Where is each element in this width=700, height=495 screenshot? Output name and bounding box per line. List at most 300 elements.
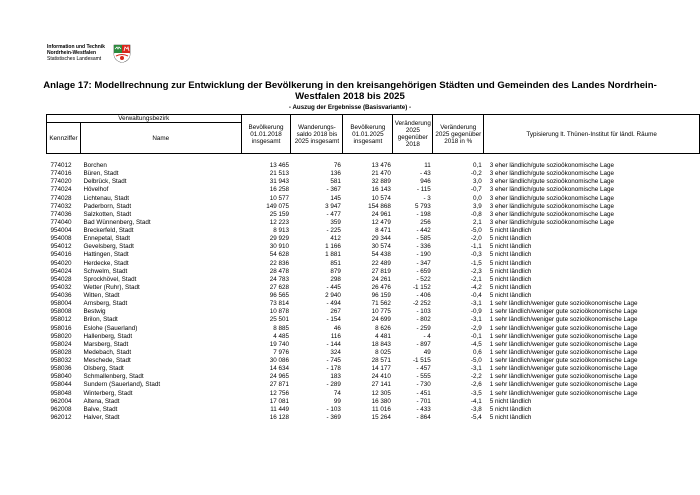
typisierung-cell: 1 sehr ländlich/weniger gute sozioökonomische Lage	[489, 348, 638, 356]
veraenderung-pct-cell: -3,5	[470, 389, 482, 397]
name-cell: Olsberg, Stadt	[83, 365, 124, 373]
header-veraenderung-abs: Veränderung 2025 gegenüber 2018	[393, 115, 433, 154]
bev2018-cell: 28 478	[269, 267, 289, 275]
bev2018-cell: 11 449	[270, 405, 289, 413]
table-row	[47, 170, 700, 178]
name-cell: Büren, Stadt	[83, 170, 119, 178]
veraenderung-abs-cell: - 406	[416, 292, 431, 299]
bev2025-cell: 16 380	[371, 397, 391, 405]
typisierung-cell: 1 sehr ländlich/weniger gute sozioökonomische Lage	[489, 373, 638, 381]
typisierung-cell: 5 nicht ländlich	[489, 413, 532, 421]
page-title: Anlage 17: Modellrechnung zur Entwicklung der Bevölkerung in den kreisangehörigen Städten und Gemeinden des Landes Nordrhein-Westfalen 2018 bis 2025	[43, 80, 657, 102]
table-row	[47, 349, 700, 357]
veraenderung-pct-cell: -5,0	[470, 227, 482, 234]
veraenderung-abs-cell: - 336	[416, 243, 431, 251]
wanderung-cell: 46	[333, 324, 341, 332]
veraenderung-abs-cell: - 442	[416, 227, 431, 234]
veraenderung-pct-cell: -0,1	[470, 332, 482, 340]
table-row	[47, 251, 700, 259]
typisierung-cell: 5 nicht ländlich	[489, 292, 532, 299]
table-row	[47, 284, 700, 292]
table-row	[47, 365, 700, 373]
veraenderung-abs-cell: - 103	[416, 308, 431, 316]
name-cell: Halver, Stadt	[83, 413, 120, 421]
kennziffer-cell: 774012	[50, 162, 72, 169]
bev2018-cell: 24 965	[269, 373, 289, 381]
kennziffer-cell: 958012	[50, 316, 72, 324]
wanderung-cell: 581	[330, 178, 341, 186]
bev2025-cell: 21 470	[371, 170, 391, 178]
bev2025-cell: 29 344	[371, 235, 391, 243]
typisierung-cell: 1 sehr ländlich/weniger gute sozioökonomische Lage	[489, 308, 638, 316]
veraenderung-pct-cell: -3,1	[470, 316, 482, 324]
veraenderung-pct-cell: -0,2	[470, 170, 482, 178]
wanderung-cell: - 369	[326, 413, 341, 421]
table-row	[47, 357, 700, 365]
veraenderung-abs-cell: -1 515	[412, 357, 431, 364]
kennziffer-cell: 958024	[50, 340, 72, 348]
table-row	[47, 390, 700, 398]
veraenderung-abs-cell: -2 252	[412, 300, 431, 308]
wanderung-cell: 74	[333, 389, 341, 397]
wanderung-cell: - 154	[326, 316, 341, 324]
kennziffer-cell: 954024	[50, 267, 72, 275]
table-row	[47, 341, 700, 349]
table-row	[47, 178, 700, 186]
bev2025-cell: 24 261	[371, 275, 391, 283]
kennziffer-cell: 954028	[50, 275, 72, 283]
table-row	[47, 316, 700, 324]
name-cell: Altena, Stadt	[83, 397, 120, 405]
header-name: Name	[80, 123, 241, 154]
kennziffer-cell: 958040	[50, 373, 72, 381]
name-cell: Lichtenau, Stadt	[83, 194, 129, 202]
table-row	[47, 414, 700, 422]
wanderung-cell: - 494	[326, 300, 341, 308]
name-cell: Sprockhövel, Stadt	[83, 275, 137, 283]
veraenderung-pct-cell: -0,8	[470, 210, 482, 218]
bev2018-cell: 8 885	[273, 324, 289, 332]
kennziffer-cell: 954016	[50, 251, 72, 259]
kennziffer-cell: 954032	[50, 283, 72, 291]
bev2018-cell: 25 159	[269, 210, 289, 218]
veraenderung-abs-cell: - 864	[416, 413, 431, 421]
typisierung-cell: 3 eher ländlich/gute sozioökonomische Lage	[489, 170, 615, 178]
wanderung-cell: - 103	[326, 405, 341, 413]
wanderung-cell: - 144	[326, 340, 341, 348]
typisierung-cell: 1 sehr ländlich/weniger gute sozioökonomische Lage	[489, 381, 638, 389]
veraenderung-pct-cell: -1,1	[470, 243, 482, 251]
bev2025-cell: 30 574	[371, 243, 391, 251]
bev2025-cell: 24 699	[371, 316, 391, 324]
kennziffer-cell: 958016	[50, 324, 72, 332]
veraenderung-abs-cell: - 190	[416, 251, 431, 259]
veraenderung-pct-cell: -2,2	[470, 373, 482, 381]
kennziffer-cell: 958004	[50, 300, 72, 308]
veraenderung-pct-cell: -1,5	[470, 259, 482, 267]
wanderung-cell: 412	[330, 235, 341, 243]
name-cell: Herdecke, Stadt	[83, 259, 129, 267]
veraenderung-pct-cell: -0,7	[470, 186, 482, 194]
typisierung-cell: 5 nicht ländlich	[489, 243, 532, 251]
kennziffer-cell: 958032	[50, 357, 72, 364]
typisierung-cell: 1 sehr ländlich/weniger gute sozioökonomische Lage	[489, 340, 638, 348]
header-verwaltungsbezirk: Verwaltungsbezirk	[47, 115, 242, 123]
wanderung-cell: 2 940	[325, 292, 341, 299]
veraenderung-abs-cell: - 457	[416, 365, 431, 373]
veraenderung-abs-cell: - 701	[416, 397, 431, 405]
veraenderung-pct-cell: -2,6	[470, 381, 482, 389]
bev2025-cell: 12 479	[371, 218, 391, 226]
veraenderung-pct-cell: 0,1	[472, 162, 482, 169]
wanderung-cell: - 367	[326, 186, 341, 194]
typisierung-cell: 1 sehr ländlich/weniger gute sozioökonomische Lage	[489, 332, 638, 340]
typisierung-cell: 3 eher ländlich/gute sozioökonomische Lage	[489, 194, 615, 202]
kennziffer-cell: 954020	[50, 259, 72, 267]
bev2018-cell: 13 465	[269, 162, 289, 169]
typisierung-cell: 5 nicht ländlich	[489, 251, 532, 259]
veraenderung-abs-cell: - 3	[423, 194, 431, 202]
name-cell: Hövelhof	[83, 186, 109, 194]
wanderung-cell: - 178	[326, 365, 341, 373]
kennziffer-cell: 962004	[50, 397, 72, 405]
veraenderung-pct-cell: -4,5	[470, 340, 482, 348]
bev2018-cell: 27 871	[269, 381, 289, 389]
bev2025-cell: 15 264	[371, 413, 391, 421]
veraenderung-abs-cell: - 198	[416, 210, 431, 218]
bev2025-cell: 8 471	[375, 227, 391, 234]
veraenderung-pct-cell: -3,1	[470, 300, 482, 308]
bev2018-cell: 149 075	[266, 202, 289, 210]
veraenderung-pct-cell: -2,1	[470, 275, 482, 283]
veraenderung-pct-cell: -2,9	[470, 324, 482, 332]
typisierung-cell: 5 nicht ländlich	[489, 275, 532, 283]
veraenderung-pct-cell: 0,6	[472, 348, 482, 356]
bev2018-cell: 4 485	[273, 332, 289, 340]
table-row	[47, 300, 700, 308]
kennziffer-cell: 954008	[50, 235, 72, 243]
veraenderung-abs-cell: - 115	[416, 186, 431, 194]
bev2018-cell: 27 628	[269, 283, 289, 291]
wanderung-cell: 324	[330, 348, 341, 356]
bev2025-cell: 12 305	[371, 389, 391, 397]
wanderung-cell: 136	[330, 170, 341, 178]
bev2018-cell: 19 740	[269, 340, 289, 348]
kennziffer-cell: 962008	[50, 405, 72, 413]
typisierung-cell: 5 nicht ländlich	[489, 397, 532, 405]
name-cell: Meschede, Stadt	[83, 357, 131, 364]
bev2018-cell: 12 223	[269, 218, 289, 226]
table-row	[47, 292, 700, 300]
table-row	[47, 162, 700, 170]
wanderung-cell: 267	[330, 308, 341, 316]
bev2025-cell: 22 489	[371, 259, 391, 267]
typisierung-cell: 3 eher ländlich/gute sozioökonomische Lage	[489, 218, 615, 226]
wanderung-cell: - 445	[326, 283, 341, 291]
veraenderung-pct-cell: -5,4	[470, 413, 482, 421]
veraenderung-abs-cell: - 585	[416, 235, 431, 243]
bev2025-cell: 71 562	[371, 300, 391, 308]
typisierung-cell: 3 eher ländlich/gute sozioökonomische Lage	[489, 178, 615, 186]
name-cell: Ennepetal, Stadt	[83, 235, 131, 243]
bev2018-cell: 25 501	[269, 316, 289, 324]
kennziffer-cell: 774032	[50, 202, 72, 210]
veraenderung-abs-cell: - 522	[416, 275, 431, 283]
veraenderung-pct-cell: -2,0	[470, 235, 482, 243]
nrw-crest-icon	[113, 44, 131, 63]
bev2018-cell: 54 628	[269, 251, 289, 259]
bev2018-cell: 24 783	[269, 275, 289, 283]
veraenderung-abs-cell: - 259	[416, 324, 431, 332]
itnrw-logo	[47, 44, 131, 63]
kennziffer-cell: 958008	[50, 308, 72, 316]
veraenderung-pct-cell: -4,2	[470, 283, 482, 291]
table-header	[47, 115, 700, 154]
kennziffer-cell: 774036	[50, 210, 72, 218]
name-cell: Sundern (Sauerland), Stadt	[83, 381, 161, 389]
name-cell: Eslohe (Sauerland)	[83, 324, 138, 332]
bev2025-cell: 27 819	[371, 267, 391, 275]
bev2018-cell: 8 913	[273, 227, 289, 234]
name-cell: Marsberg, Stadt	[83, 340, 129, 348]
bev2025-cell: 8 626	[375, 324, 391, 332]
veraenderung-abs-cell: - 433	[416, 405, 431, 413]
veraenderung-abs-cell: - 730	[416, 381, 431, 389]
header-bev2025: Bevölkerung 01.01.2025 insgesamt	[343, 115, 393, 154]
veraenderung-abs-cell: - 897	[416, 340, 431, 348]
typisierung-cell: 3 eher ländlich/gute sozioökonomische Lage	[489, 210, 615, 218]
logo-line-1: Information und Technik	[47, 44, 105, 50]
table-row	[47, 227, 700, 235]
name-cell: Medebach, Stadt	[83, 348, 132, 356]
veraenderung-abs-cell: - 4	[423, 332, 431, 340]
name-cell: Schmallenberg, Stadt	[83, 373, 144, 381]
wanderung-cell: 1 881	[325, 251, 341, 259]
veraenderung-abs-cell: 11	[424, 162, 431, 169]
veraenderung-pct-cell: 0,0	[472, 194, 482, 202]
bev2018-cell: 10 878	[269, 308, 289, 316]
wanderung-cell: 183	[330, 373, 341, 381]
veraenderung-abs-cell: - 347	[416, 259, 431, 267]
header-wanderung: Wanderungs- saldo 2018 bis 2025 insgesamt	[291, 115, 343, 154]
wanderung-cell: 3 947	[325, 202, 341, 210]
header-kennziffer: Kennziffer	[47, 123, 81, 154]
bev2025-cell: 10 574	[371, 194, 391, 202]
typisierung-cell: 1 sehr ländlich/weniger gute sozioökonomische Lage	[489, 365, 638, 373]
veraenderung-pct-cell: -5,0	[470, 357, 482, 364]
bev2025-cell: 11 016	[372, 405, 391, 413]
header-bev2018: Bevölkerung 01.01.2018 insgesamt	[241, 115, 291, 154]
bev2025-cell: 28 571	[371, 357, 391, 364]
kennziffer-cell: 774028	[50, 194, 72, 202]
typisierung-cell: 5 nicht ländlich	[489, 259, 532, 267]
name-cell: Witten, Stadt	[83, 292, 120, 299]
wanderung-cell: 359	[330, 218, 341, 226]
name-cell: Gevelsberg, Stadt	[83, 243, 134, 251]
table-row	[47, 373, 700, 381]
veraenderung-pct-cell: -0,3	[470, 251, 482, 259]
veraenderung-pct-cell: -4,1	[470, 397, 482, 405]
bev2018-cell: 29 929	[269, 235, 289, 243]
name-cell: Borchen	[83, 162, 107, 169]
typisierung-cell: 1 sehr ländlich/weniger gute sozioökonomische Lage	[489, 300, 638, 308]
table-row	[47, 308, 700, 316]
bev2018-cell: 73 814	[269, 300, 289, 308]
name-cell: Balve, Stadt	[83, 405, 118, 413]
wanderung-cell: 116	[330, 332, 341, 340]
name-cell: Winterberg, Stadt	[83, 389, 133, 397]
name-cell: Paderborn, Stadt	[83, 202, 132, 210]
table-row	[47, 325, 700, 333]
wanderung-cell: - 745	[326, 357, 341, 364]
veraenderung-pct-cell: 3,9	[472, 202, 482, 210]
typisierung-cell: 1 sehr ländlich/weniger gute sozioökonomische Lage	[489, 389, 638, 397]
name-cell: Schwelm, Stadt	[83, 267, 128, 275]
table-row	[47, 195, 700, 203]
kennziffer-cell: 954012	[50, 243, 72, 251]
bev2018-cell: 7 976	[273, 348, 289, 356]
veraenderung-pct-cell: -3,8	[470, 405, 482, 413]
bev2018-cell: 16 128	[269, 413, 289, 421]
bev2025-cell: 18 843	[371, 340, 391, 348]
table-row	[47, 243, 700, 251]
bev2018-cell: 30 086	[269, 357, 289, 364]
bev2025-cell: 4 481	[375, 332, 391, 340]
name-cell: Bad Wünnenberg, Stadt	[83, 218, 151, 226]
table-row	[47, 333, 700, 341]
veraenderung-abs-cell: 49	[423, 348, 431, 356]
table-row	[47, 381, 700, 389]
header-typisierung: Typisierung lt. Thünen-Institut für ländl. Räume	[484, 115, 700, 154]
bev2018-cell: 96 565	[269, 292, 289, 299]
logo-line-3: Statistisches Landesamt	[47, 56, 102, 62]
name-cell: Hallenberg, Stadt	[83, 332, 133, 340]
kennziffer-cell: 954004	[50, 227, 72, 234]
table-row	[47, 186, 700, 194]
typisierung-cell: 5 nicht ländlich	[489, 267, 532, 275]
kennziffer-cell: 958036	[50, 365, 72, 373]
typisierung-cell: 5 nicht ländlich	[489, 283, 532, 291]
kennziffer-cell: 774020	[50, 178, 72, 186]
bev2025-cell: 96 159	[371, 292, 391, 299]
table-row	[47, 406, 700, 414]
kennziffer-cell: 958028	[50, 348, 72, 356]
wanderung-cell: 298	[330, 275, 341, 283]
bev2025-cell: 154 868	[368, 202, 391, 210]
wanderung-cell: 851	[330, 259, 341, 267]
wanderung-cell: - 477	[326, 210, 341, 218]
table-row	[47, 268, 700, 276]
name-cell: Wetter (Ruhr), Stadt	[83, 283, 140, 291]
population-table	[46, 114, 700, 422]
kennziffer-cell: 774024	[50, 186, 72, 194]
typisierung-cell: 1 sehr ländlich/weniger gute sozioökonomische Lage	[489, 357, 638, 364]
table-row	[47, 276, 700, 284]
kennziffer-cell: 954036	[50, 292, 72, 299]
typisierung-cell: 3 eher ländlich/gute sozioökonomische Lage	[489, 162, 615, 169]
veraenderung-abs-cell: - 802	[416, 316, 431, 324]
bev2025-cell: 13 476	[371, 162, 391, 169]
wanderung-cell: 99	[333, 397, 341, 405]
veraenderung-pct-cell: -2,3	[470, 267, 482, 275]
table-row	[47, 235, 700, 243]
bev2018-cell: 31 943	[269, 178, 289, 186]
kennziffer-cell: 774040	[50, 218, 72, 226]
bev2025-cell: 24 410	[371, 373, 391, 381]
kennziffer-cell: 958044	[50, 381, 72, 389]
wanderung-cell: 879	[330, 267, 341, 275]
name-cell: Brilon, Stadt	[83, 316, 118, 324]
typisierung-cell: 3 eher ländlich/gute sozioökonomische Lage	[489, 202, 615, 210]
bev2018-cell: 16 258	[269, 186, 289, 194]
bev2018-cell: 10 577	[269, 194, 289, 202]
table-row	[47, 203, 700, 211]
bev2025-cell: 26 476	[371, 283, 391, 291]
kennziffer-cell: 958020	[50, 332, 72, 340]
veraenderung-pct-cell: -3,1	[470, 365, 482, 373]
logo-text	[47, 44, 105, 62]
typisierung-cell: 5 nicht ländlich	[489, 405, 532, 413]
table-row	[47, 260, 700, 268]
bev2025-cell: 8 025	[375, 348, 391, 356]
wanderung-cell: 145	[330, 194, 341, 202]
veraenderung-pct-cell: -0,9	[470, 308, 482, 316]
veraenderung-pct-cell: 3,0	[472, 178, 482, 186]
kennziffer-cell: 962012	[50, 413, 72, 421]
bev2018-cell: 21 513	[269, 170, 289, 178]
bev2018-cell: 14 634	[269, 365, 289, 373]
table-row	[47, 211, 700, 219]
logo-line-2: Nordrhein-Westfalen	[47, 50, 97, 56]
wanderung-cell: - 289	[326, 381, 341, 389]
bev2025-cell: 14 177	[371, 365, 391, 373]
veraenderung-abs-cell: 256	[420, 218, 431, 226]
bev2025-cell: 24 961	[371, 210, 391, 218]
wanderung-cell: - 225	[326, 227, 341, 234]
veraenderung-abs-cell: -1 152	[412, 283, 431, 291]
veraenderung-abs-cell: - 43	[419, 170, 431, 178]
name-cell: Breckerfeld, Stadt	[83, 227, 134, 234]
bev2018-cell: 30 910	[269, 243, 289, 251]
typisierung-cell: 5 nicht ländlich	[489, 227, 532, 234]
typisierung-cell: 1 sehr ländlich/weniger gute sozioökonomische Lage	[489, 316, 638, 324]
table-body	[47, 154, 700, 423]
name-cell: Bestwig	[83, 308, 106, 316]
veraenderung-abs-cell: - 451	[416, 389, 431, 397]
bev2025-cell: 27 141	[371, 381, 391, 389]
veraenderung-pct-cell: -0,4	[470, 292, 482, 299]
name-cell: Arnsberg, Stadt	[83, 300, 128, 308]
bev2018-cell: 22 836	[269, 259, 289, 267]
bev2025-cell: 32 889	[371, 178, 391, 186]
wanderung-cell: 76	[333, 162, 341, 169]
bev2018-cell: 12 756	[269, 389, 289, 397]
bev2025-cell: 10 775	[371, 308, 391, 316]
typisierung-cell: 5 nicht ländlich	[489, 235, 532, 243]
page-subtitle: - Auszug der Ergebnisse (Basisvariante) -	[288, 104, 412, 111]
typisierung-cell: 3 eher ländlich/gute sozioökonomische Lage	[489, 186, 615, 194]
veraenderung-abs-cell: - 555	[416, 373, 431, 381]
wanderung-cell: 1 166	[325, 243, 341, 251]
kennziffer-cell: 774016	[50, 170, 72, 178]
header-veraenderung-pct: Veränderung 2025 gegenüber 2018 in %	[433, 115, 484, 154]
typisierung-cell: 1 sehr ländlich/weniger gute sozioökonomische Lage	[489, 324, 638, 332]
table-row	[47, 219, 700, 227]
veraenderung-abs-cell: - 659	[416, 267, 431, 275]
bev2025-cell: 16 143	[371, 186, 391, 194]
bev2018-cell: 17 081	[269, 397, 289, 405]
table-row	[47, 398, 700, 406]
